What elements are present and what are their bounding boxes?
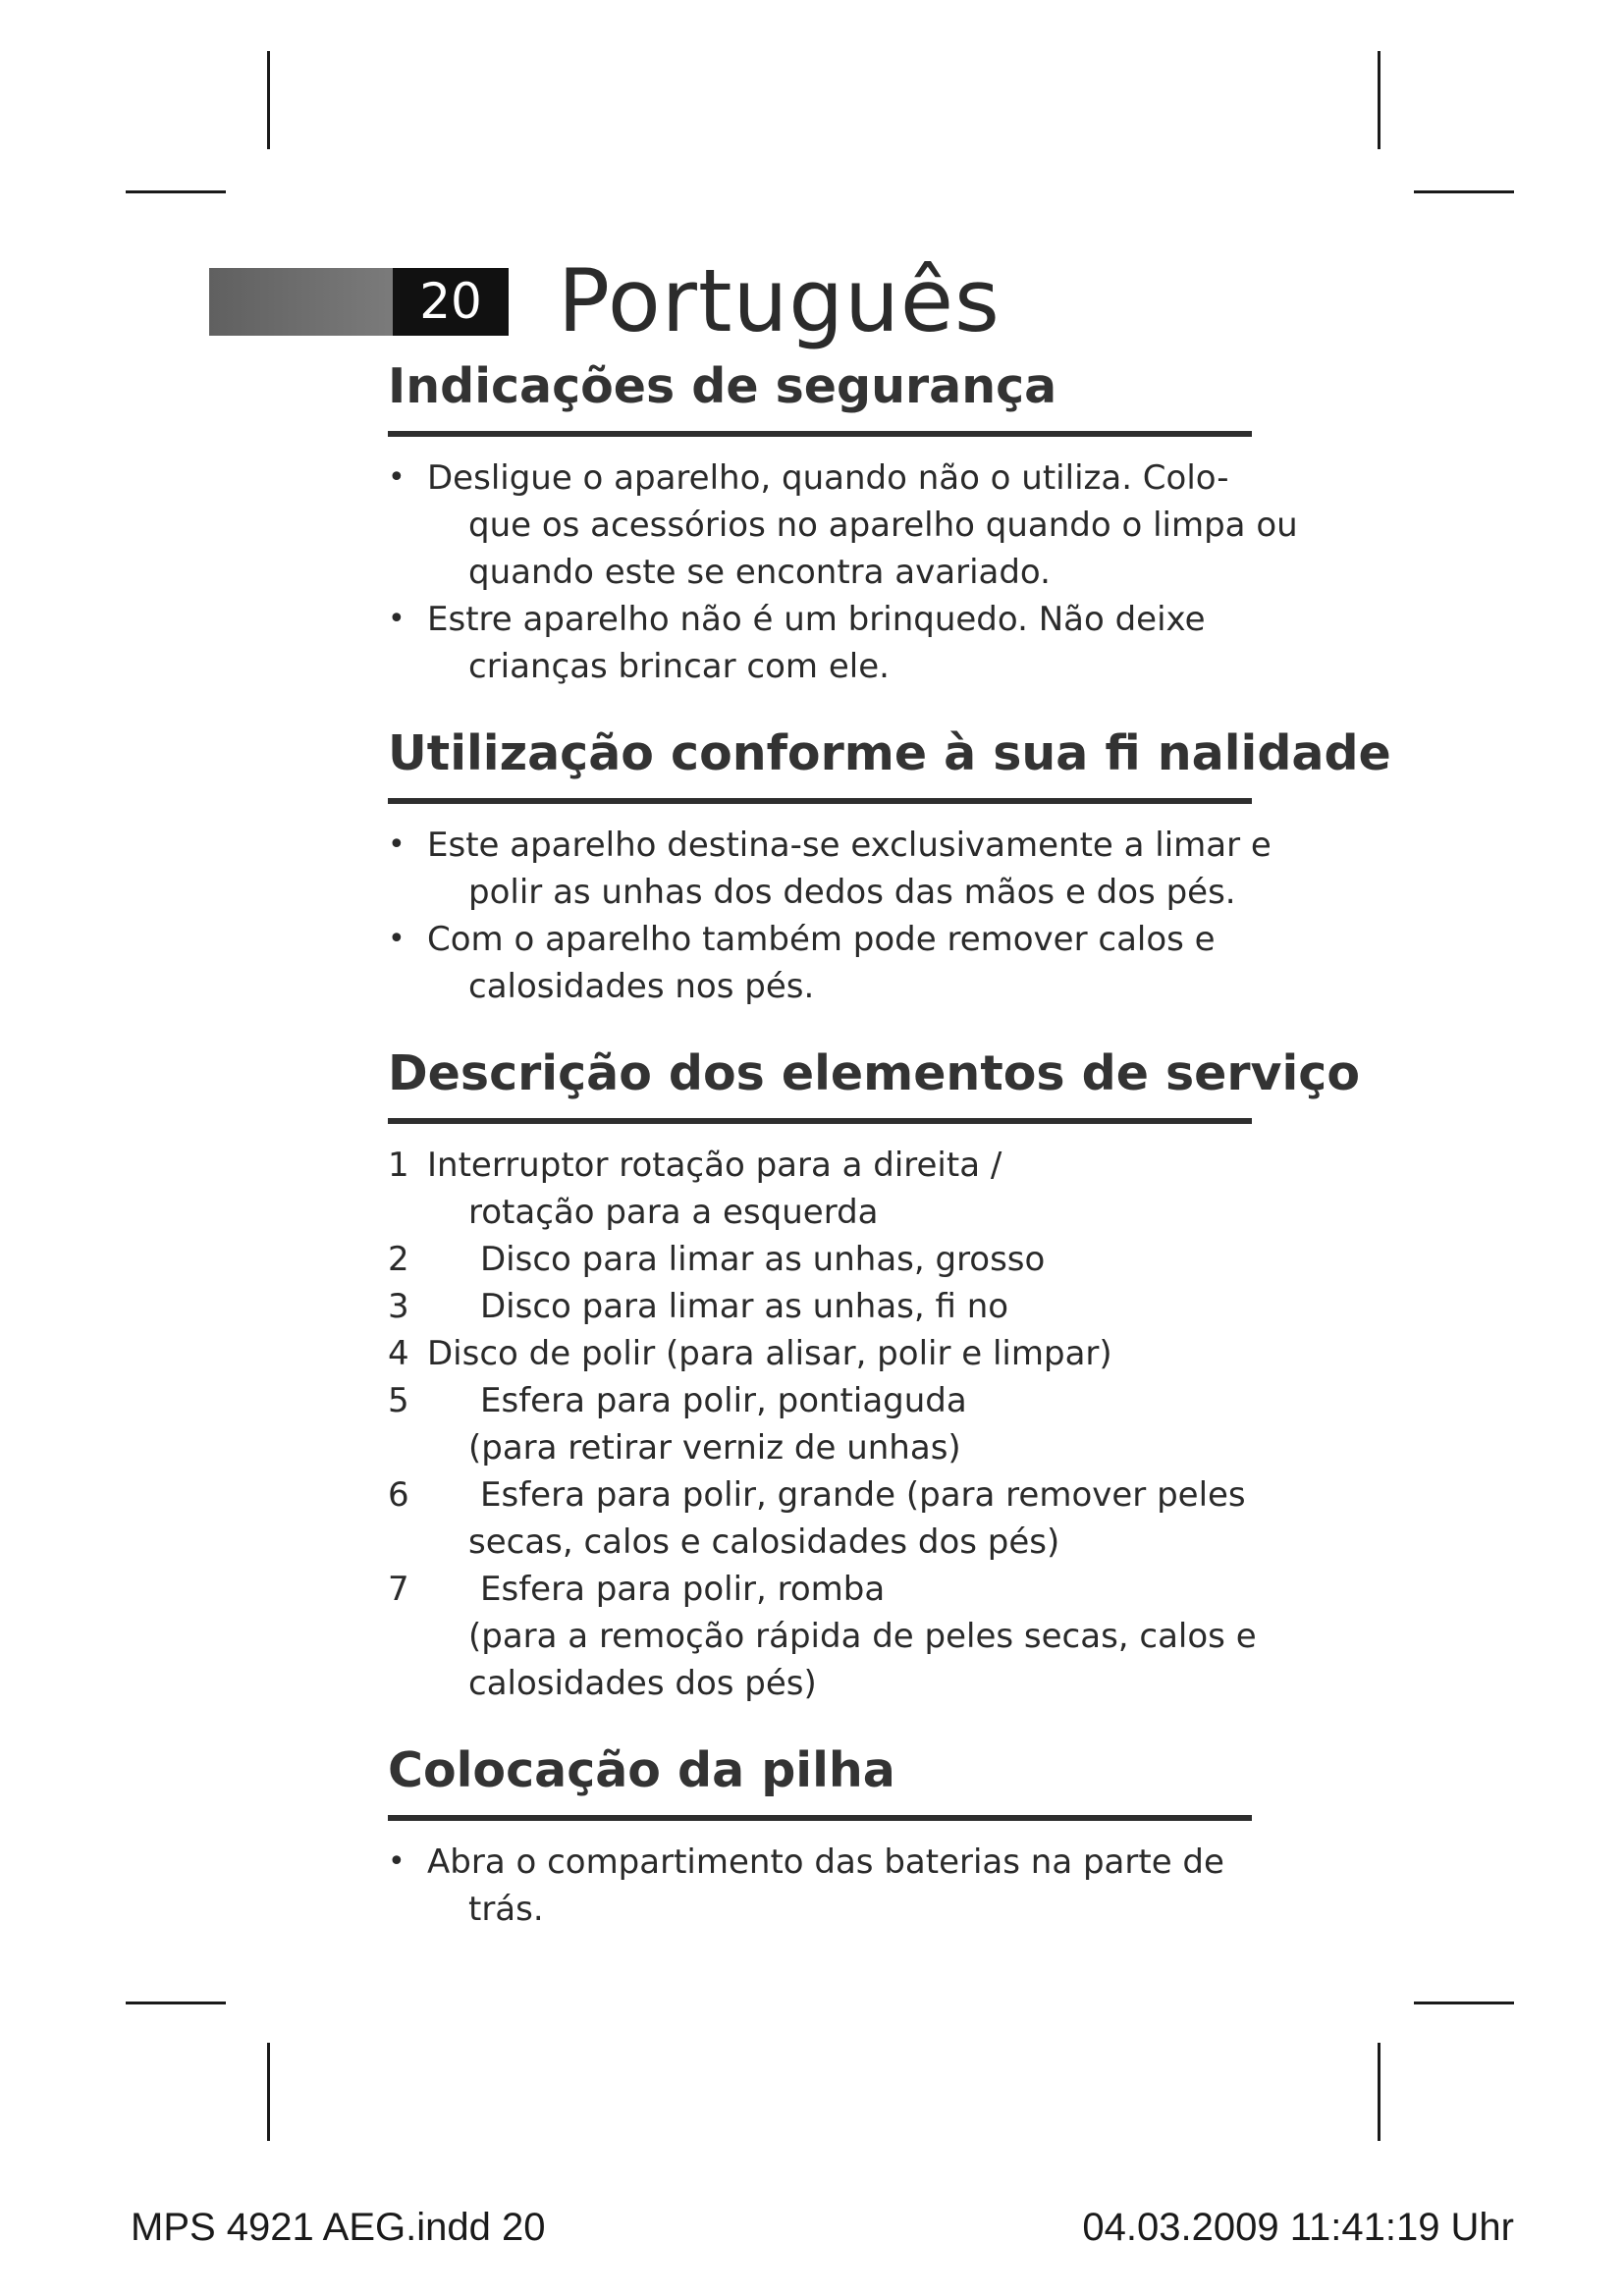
- item-text-line: Disco para limar as unhas, grosso: [480, 1240, 1046, 1279]
- bullet-marker: •: [388, 460, 406, 495]
- item-text-line: Desligue o aparelho, quando não o utiliza. Colo-: [427, 458, 1229, 498]
- item-text-line: (para retirar verniz de unhas): [468, 1428, 961, 1468]
- footer-timestamp: 04.03.2009 11:41:19 Uhr: [1082, 2206, 1514, 2249]
- section-heading: Indicações de segurança: [388, 358, 1252, 437]
- item-list: [388, 454, 1298, 690]
- item-text-line: quando este se encontra avariado.: [468, 553, 1051, 592]
- section-heading: Utilização conforme à sua fi nalidade: [388, 725, 1252, 804]
- bullet-marker: •: [388, 828, 406, 862]
- list-item: [388, 1330, 1252, 1377]
- section: [388, 1742, 1252, 1933]
- list-item: [388, 454, 1298, 596]
- crop-mark: [126, 2002, 226, 2004]
- item-text-line: secas, calos e calosidades dos pés): [468, 1522, 1060, 1562]
- list-item: [388, 822, 1272, 916]
- item-text-line: calosidades dos pés): [468, 1664, 817, 1703]
- item-number: 7: [388, 1570, 409, 1609]
- crop-mark: [126, 190, 226, 193]
- item-text-line: polir as unhas dos dedos das mãos e dos pés.: [468, 873, 1236, 912]
- item-text-line: Com o aparelho também pode remover calos e: [427, 920, 1216, 959]
- item-number: 4: [388, 1334, 409, 1373]
- list-item: [388, 596, 1252, 690]
- item-text-line: que os acessórios no aparelho quando o limpa ou: [468, 506, 1298, 545]
- section: [388, 358, 1298, 690]
- item-text-line: Abra o compartimento das baterias na parte de: [427, 1842, 1224, 1882]
- item-text-line: Estre aparelho não é um brinquedo. Não deixe: [427, 600, 1206, 639]
- section-heading: Descrição dos elementos de serviço: [388, 1045, 1252, 1124]
- item-number: 1: [388, 1146, 409, 1185]
- item-text-line: Disco de polir (para alisar, polir e limpar): [427, 1334, 1112, 1373]
- item-text-line: (para a remoção rápida de peles secas, calos e: [468, 1617, 1257, 1656]
- item-list: [388, 1142, 1257, 1707]
- item-text-line: rotação para a esquerda: [468, 1193, 879, 1232]
- bullet-marker: •: [388, 1844, 406, 1879]
- item-text-line: calosidades nos pés.: [468, 967, 815, 1006]
- item-text-line: Interruptor rotação para a direita /: [427, 1146, 1002, 1185]
- item-text-line: crianças brincar com ele.: [468, 647, 890, 686]
- crop-mark: [267, 2043, 270, 2141]
- crop-mark: [267, 51, 270, 149]
- document-body: [388, 358, 1391, 1968]
- list-item: [388, 1283, 1252, 1330]
- list-item: [388, 916, 1252, 1010]
- item-list: [388, 1839, 1252, 1933]
- list-item: [388, 1236, 1252, 1283]
- item-list: [388, 822, 1272, 1010]
- bullet-marker: •: [388, 602, 406, 636]
- item-number: 3: [388, 1287, 409, 1326]
- item-text-line: Esfera para polir, grande (para remover peles: [480, 1475, 1246, 1515]
- section: [388, 725, 1391, 1010]
- crop-mark: [1414, 190, 1514, 193]
- section-heading: Colocação da pilha: [388, 1742, 1252, 1821]
- footer-file-info: MPS 4921 AEG.indd 20: [131, 2206, 546, 2249]
- item-text-line: Disco para limar as unhas, fi no: [480, 1287, 1009, 1326]
- list-item: [388, 1377, 1252, 1471]
- crop-mark: [1414, 2002, 1514, 2004]
- item-number: 6: [388, 1475, 409, 1515]
- item-text-line: Esfera para polir, romba: [480, 1570, 886, 1609]
- crop-mark: [1378, 51, 1380, 149]
- list-item: [388, 1471, 1252, 1566]
- section: [388, 1045, 1361, 1707]
- list-item: [388, 1839, 1252, 1933]
- list-item: [388, 1142, 1252, 1236]
- bullet-marker: •: [388, 922, 406, 956]
- page-number-badge: 20: [393, 268, 509, 336]
- item-text-line: Este aparelho destina-se exclusivamente a limar e: [427, 826, 1272, 865]
- item-text-line: Esfera para polir, pontiaguda: [480, 1381, 967, 1420]
- item-number: 5: [388, 1381, 409, 1420]
- list-item: [388, 1566, 1257, 1707]
- page-title: Português: [558, 250, 1001, 351]
- crop-mark: [1378, 2043, 1380, 2141]
- item-number: 2: [388, 1240, 409, 1279]
- item-text-line: trás.: [468, 1890, 544, 1929]
